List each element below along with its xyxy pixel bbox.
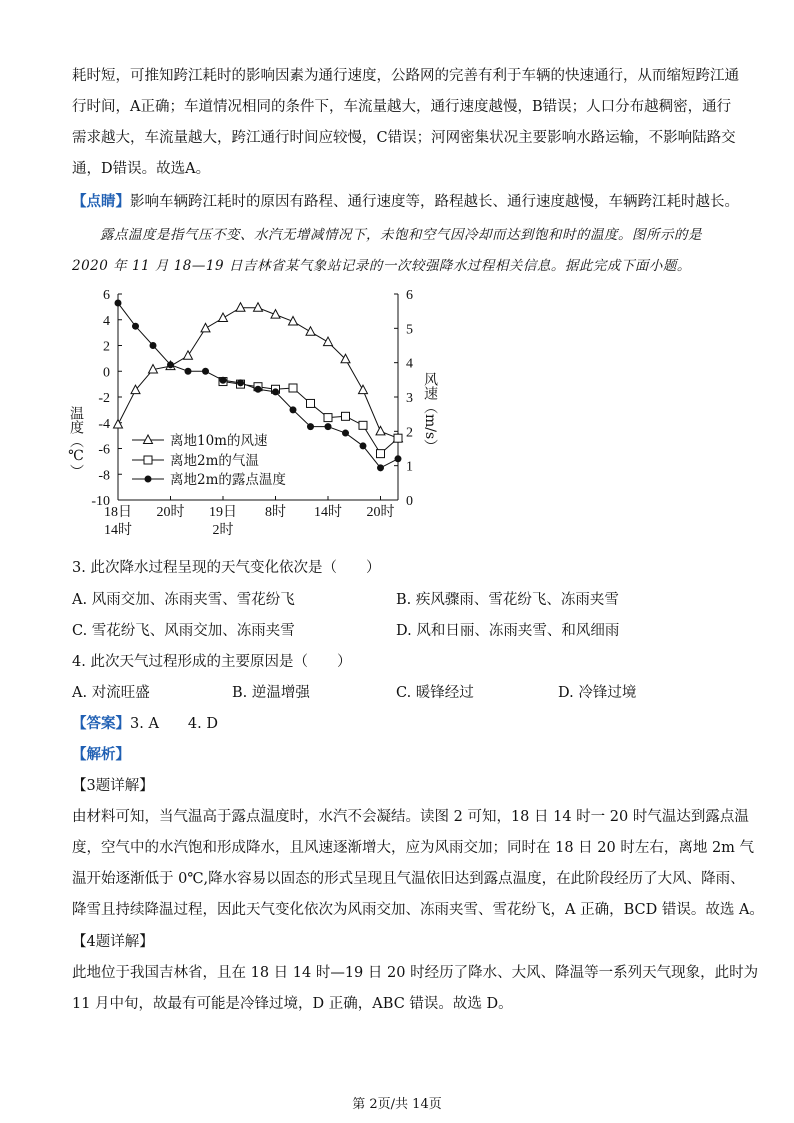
x-tick-label: 14时 (104, 523, 132, 538)
left-axis-label: 温度（℃） (68, 406, 84, 478)
comment-text: 影响车辆跨江耗时的原因有路程、通行速度等，路程越长、通行速度越慢，车辆跨江耗时越长。 (130, 194, 739, 210)
chart-axes (118, 294, 398, 500)
dewpoint-point (237, 379, 244, 386)
series-line (118, 308, 398, 438)
q3-option-c: C. 雪花纷飞、风雨交加、冻雨夹雪 (72, 623, 295, 639)
right-tick-label: 6 (406, 288, 413, 303)
right-axis-ticks (394, 288, 413, 509)
legend-label: 离地10m的风速 (170, 433, 268, 449)
dewpoint-point (220, 377, 227, 384)
wind-point (236, 303, 245, 312)
temp-point (377, 450, 385, 458)
legend-triangle-marker (144, 435, 153, 444)
answer-tag: 【答案】 (72, 715, 130, 732)
left-tick-label: -4 (98, 416, 110, 432)
dewpoint-point (325, 423, 332, 430)
left-axis-ticks (91, 288, 122, 509)
q3-option-b: B. 疾风骤雨、雪花纷飞、冻雨夹雪 (396, 592, 619, 608)
right-axis-label: 风速（m/s） (422, 372, 438, 454)
detail4-tag: 【4题详解】 (72, 934, 154, 950)
dewpoint-point (307, 423, 314, 430)
dewpoint-point (342, 430, 349, 437)
x-tick-label: 20时 (156, 505, 185, 520)
stem-line-1: 露点温度是指气压不变、水汽无增减情况下，未饱和空气因冷却而达到饱和时的温度。图所示的是 (100, 227, 702, 243)
chart-legend (132, 432, 286, 488)
right-tick-label: 0 (406, 494, 413, 509)
dewpoint-point (272, 388, 279, 395)
x-tick-label: 20时 (366, 505, 395, 520)
wind-point (359, 385, 368, 394)
comment (72, 190, 739, 211)
wind-point (376, 426, 385, 435)
left-tick-label: 4 (103, 313, 110, 329)
answer (72, 712, 218, 733)
right-tick-label: 1 (406, 459, 413, 475)
dewpoint-point (360, 442, 367, 449)
dewpoint-point (377, 464, 384, 471)
dewpoint-point (167, 361, 174, 368)
dewpoint-point (395, 455, 402, 462)
wind-point (254, 303, 263, 312)
detail3-line-4: 降雪且持续降温过程，因此天气变化依次为风雨交加、冻雨夹雪、雪花纷飞，A 正确，BCD 错误。故选 A。 (72, 902, 764, 918)
stem-line-2: 2020 年 11 月 18—19 日吉林省某气象站记录的一次较强降水过程相关信息。据此完成下面小题。 (72, 258, 691, 274)
detail3-line-3: 温开始逐渐低于 0℃,降水容易以固态的形式呈现且气温依旧达到露点温度，在此阶段经历了大风、降雨、 (72, 871, 745, 887)
temp-point (342, 412, 350, 420)
answer-text: 3. A 4. D (130, 716, 218, 732)
page-footer: 第 2页/共 14页 (352, 1097, 442, 1112)
right-tick-label: 3 (406, 391, 413, 406)
temp-point (307, 399, 315, 407)
wind-point (219, 313, 228, 322)
x-tick-label: 18日 (104, 505, 132, 520)
x-axis-ticks (104, 496, 395, 538)
x-tick-label: 8时 (265, 505, 286, 520)
wind-point (114, 419, 123, 428)
intro-line-3: 需求越大，车流量越大，跨江通行时间应较慢，C错误；河网密集状况主要影响水路运输，不影响陆路交 (72, 130, 736, 146)
left-tick-label: -6 (98, 442, 110, 458)
wind-point (306, 327, 315, 336)
detail4-line-1: 此地位于我国吉林省，且在 18 日 14 时—19 日 20 时经历了降水、大风、降温等一系列天气现象，此时为 (72, 965, 759, 981)
weather-chart (62, 278, 438, 538)
temp-point (324, 414, 332, 422)
left-tick-label: 6 (103, 288, 110, 303)
comment-tag: 【点睛】 (72, 193, 130, 210)
legend-square-marker (144, 456, 152, 464)
dewpoint-point (132, 323, 139, 330)
detail3-line-2: 度，空气中的水汽饱和形成降水，且风速逐渐增大，应为风雨交加；同时在 18 日 20 时左右，离地 2m 气 (72, 840, 755, 856)
intro-line-4: 通，D错误。故选A。 (72, 161, 211, 177)
legend-label: 离地2m的露点温度 (170, 472, 286, 488)
q4-option-b: B. 逆温增强 (232, 685, 310, 701)
right-tick-label: 4 (406, 356, 413, 372)
temp-point (289, 384, 297, 392)
intro-line-2: 行时间，A正确；车道情况相同的条件下，车流量越大，通行速度越慢，B错误；人口分布越稠密，通行 (72, 99, 732, 115)
q3-stem: 3. 此次降水过程呈现的天气变化依次是（ ） (72, 560, 381, 576)
intro-line-1: 耗时短，可推知跨江耗时的影响因素为通行速度，公路网的完善有利于车辆的快速通行，从而缩短跨江通 (72, 68, 739, 84)
q4-option-c: C. 暖锋经过 (396, 685, 474, 701)
left-tick-label: -10 (91, 494, 110, 509)
q3-option-a: A. 风雨交加、冻雨夹雪、雪花纷飞 (72, 592, 295, 608)
detail3-line-1: 由材料可知，当气温高于露点温度时，水汽不会凝结。读图 2 可知，18 日 14 时一 20 时气温达到露点温 (72, 809, 749, 825)
left-tick-label: -2 (98, 391, 110, 406)
dewpoint-point (150, 342, 157, 349)
analysis-tag: 【解析】 (72, 746, 130, 763)
dewpoint-point (255, 386, 262, 393)
q3-option-d: D. 风和日丽、冻雨夹雪、和风细雨 (396, 623, 620, 639)
dewpoint-point (185, 368, 192, 375)
dewpoint-point (115, 300, 122, 307)
wind-point (324, 337, 333, 346)
wind-point (184, 351, 193, 360)
x-tick-label: 19日 (209, 505, 237, 520)
q4-option-a: A. 对流旺盛 (72, 685, 150, 701)
wind-point (201, 323, 210, 332)
temp-point (394, 434, 402, 442)
legend-dot-marker (145, 476, 152, 483)
temp-point (359, 421, 367, 429)
dewpoint-point (290, 406, 297, 413)
left-tick-label: 0 (103, 365, 110, 381)
right-tick-label: 2 (406, 425, 413, 441)
left-tick-label: -8 (98, 468, 110, 484)
dewpoint-point (202, 368, 209, 375)
legend-label: 离地2m的气温 (170, 453, 259, 469)
x-tick-label: 2时 (212, 523, 234, 538)
q4-stem: 4. 此次天气过程形成的主要原因是（ ） (72, 654, 352, 670)
detail4-line-2: 11 月中旬，故最有可能是冷锋过境，D 正确，ABC 错误。故选 D。 (72, 996, 513, 1012)
q4-option-d: D. 冷锋过境 (558, 685, 637, 701)
x-tick-label: 14时 (314, 505, 342, 520)
left-tick-label: 2 (103, 339, 110, 355)
right-tick-label: 5 (406, 322, 413, 338)
detail3-tag: 【3题详解】 (72, 778, 154, 794)
